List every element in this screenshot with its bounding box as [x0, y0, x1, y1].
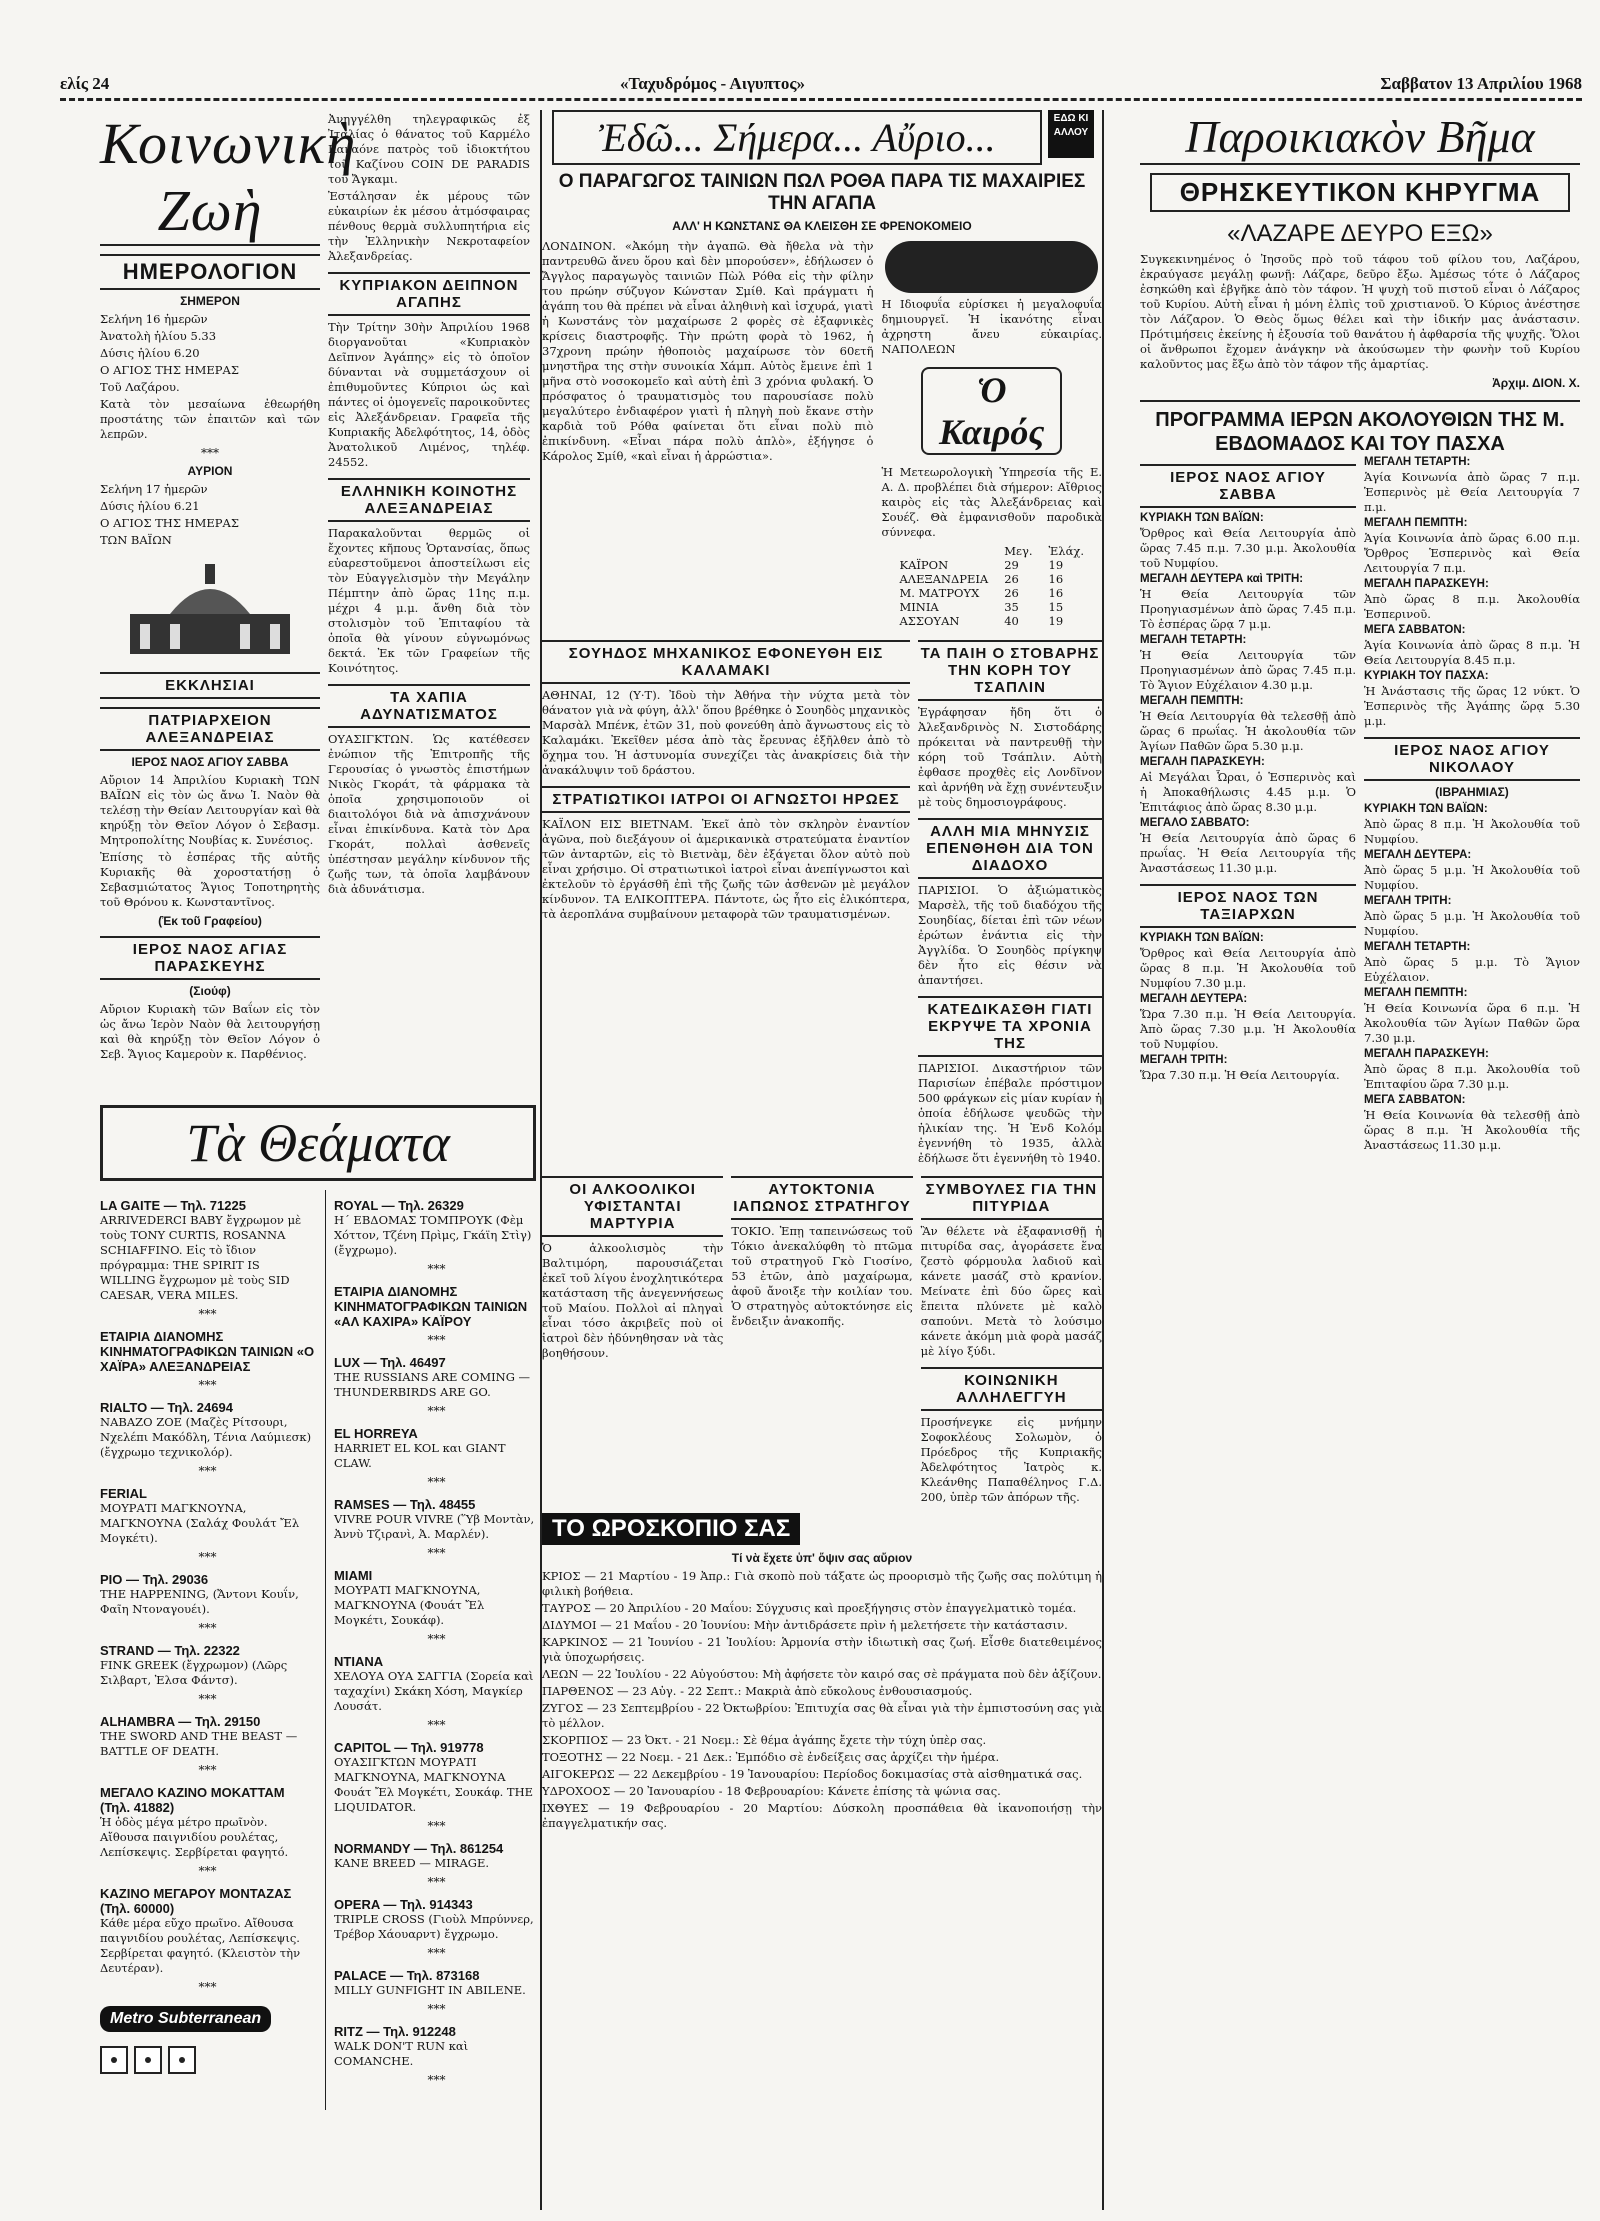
die-icon	[168, 2046, 196, 2074]
dandruff-headline: ΣΥΜΒΟΥΛΕΣ ΓΙΑ ΤΗΝ ΠΙΤΥΡΙΔΑ	[921, 1176, 1102, 1220]
cinema-film: Ἡ ὁδὸς μέγα μέτρο πρωῖνὸν. Αἴθουσα παιγνιδίου ρουλέτας, Λεπίσκεψις. Σερβίρεται φαγητό.	[100, 1815, 289, 1859]
service-text: Ἀπὸ ὥρας 5 μ.μ. Ἡ Ἀκολουθία τοῦ Νυμφίου.	[1364, 863, 1580, 892]
today-line: Ἀνατολὴ ἡλίου 5.33	[100, 329, 217, 343]
community-title: Παροικιακὸν Βῆμα	[1140, 110, 1580, 165]
separator: ***	[427, 1262, 446, 1276]
sabbas-text: Αὔριον 14 Ἀπριλίου Κυριακὴ ΤΩΝ ΒΑΪΩΝ εἰς τὸν ὡς ἄνω Ἱ. Ναὸν θὰ τελέσῃ τὴν Θείαν Λειτουργίαν καὶ θὰ κηρύξῃ τὸν Θεῖον Λόγον ὁ Σεβασμ. Μητροπολίτης Νουβίας κ. Συνέσιος.	[100, 773, 320, 847]
age-text: ΠΑΡΙΣΙΟΙ. Δικαστήριον τῶν Παρισίων ἐπέβαλε πρόστιμον 500 φράγκων εἰς μίαν κυρίαν ἡ ὁποία ἐδήλωσε ψευδῶς τὴν ἡλικίαν της. Ἡ Ἐνδ Κολόμ ἐγεννήθη τὸ 1935, ἀλλὰ ἐδήλωσε ὅτι ἐγεννήθη τὸ 1940.	[918, 1061, 1102, 1165]
service-day: ΜΕΓΑΛΗ ΤΕΤΑΡΤΗ:	[1364, 456, 1471, 468]
cyprus-heading: ΚΥΠΡΙΑΚΟΝ ΔΕΙΠΝΟΝ ΑΓΑΠΗΣ	[328, 272, 530, 316]
cinema-name: ΜΙΑΜΙ	[334, 1568, 373, 1583]
separator: ***	[427, 2073, 446, 2087]
patriarchate-heading: ΠΑΤΡΙΑΡΧΕΙΟΝ ΑΛΕΞΑΝΔΡΕΙΑΣ	[100, 707, 320, 751]
separator: ***	[427, 1819, 446, 1833]
cinema-name: ΝΤΙΑΝΑ	[334, 1654, 384, 1669]
alcohol-text: Ὁ ἀλκοολισμὸς τὴν Βαλτιμόρη, παρουσιάζεται ἐκεῖ τοῦ λίγου ἐνοχλητικότερα κατάσταση τῆς ἀνεγεννήσεως τοῦ Μαίου. Πολλοὶ αἱ πληγαὶ εἶναι τόσο ἀκριβεῖς ποὺ οἱ ἰατροὶ δὲν ἠδύνηθησαν νὰ τὰς βοηθήσουν.	[542, 1241, 724, 1360]
cinema-film: ΝΑΒΑΖΟ ΖΟΕ (Μαζὲς Ρίτσουρι, Νχελέπι Μακόδλη, Τένια Λαύμιεσκ) (ἔγχρωμο τεχνικολόρ).	[100, 1415, 312, 1459]
cinema-name: CAPITOL — Τηλ. 919778	[334, 1740, 484, 1755]
swede-text: ΑΘΗΝΑΙ, 12 (Υ·Τ). Ἰδοὺ τὴν Ἀθήνα τὴν νύχτα μετὰ τὸν θάνατον γιὰ νὰ φύγη, ἀλλ' ὅπου βρέθηκε ὁ Σουηδὸς μηχανικὸς Μαρσὰλ Μπένκ, ἐτῶν 31, ποὺ φονεύθη ἀπὸ ἄγνωστους εἰς τὸ Καλαμάκι. Ἐκεῖθεν μέσα ἀπὸ τὰς ἔρευνας ἐξῆλθεν ἀπὸ τὸ ὄχημα του. Ἡ ἀστυνομία συνεχίζει τὰς ἀνακρίσεις διὰ τὴν ἀνακάλυψιν τοῦ δράστου.	[542, 688, 910, 777]
temperature-table	[891, 544, 1092, 628]
cinema-name: FERIAL	[100, 1486, 147, 1501]
doctors-headline: ΣΤΡΑΤΙΩΤΙΚΟΙ ΙΑΤΡΟΙ ΟΙ ΑΓΝΩΣΤΟΙ ΗΡΩΕΣ	[542, 786, 910, 813]
temp-city: Μ. ΜΑΤΡΟΥΧ	[899, 586, 980, 600]
notices-column	[328, 110, 530, 1150]
cinema-name: LA GAITE — Τηλ. 71225	[100, 1198, 246, 1213]
cinema-name: OPERA — Τηλ. 914343	[334, 1897, 473, 1912]
solidarity-text: Προσήνεγκε εἰς μνήμην Σοφοκλέους Σολωμὸν, ὁ Πρόεδρος τῆς Κυπριακῆς Ἀδελφότητος Ἰατρὸς κ. Κλεάνθης Παπαθέληνος Γ.Δ. 200, ὑπὲρ τῶν ἀπόρων τῆς.	[920, 1415, 1102, 1504]
chaplin-headline: ΤΑ ΠΑΙΗ Ο ΣΤΟΒΑΡΗΣ ΤΗΝ ΚΟΡΗ ΤΟΥ ΤΣΑΠΛΙΝ	[918, 640, 1102, 701]
temp-value: 26	[1004, 572, 1019, 586]
service-day: ΜΕΓΑΛΗ ΤΡΙΤΗ:	[1364, 895, 1452, 907]
cinema-film: MILLY GUNFIGHT IN ABILENE.	[334, 1983, 526, 1997]
horoscope-sign: ΔΙΔΥΜΟΙ — 21 Μαΐου - 20 Ἰουνίου: Μὴν ἀντιδράσετε πρὶν ἡ μελετήσετε τὴν κατάστασιν.	[542, 1618, 1068, 1632]
service-text: Ἡ Θεία Λειτουργία ἀπὸ ὥρας 6 πρωΐας. Ἡ Θεία Λειτουργία τῆς Ἀναστάσεως 11.30 μ.μ.	[1140, 831, 1356, 875]
cinema-film: ΧΕΛΟΥΑ ΟΥΑ ΣΑΓΓΙΑ (Σορεία καὶ ταχαχίνι) Σκάκη Χόση, Μαγκίερ Λουσάτ.	[334, 1669, 534, 1713]
service-text: Ὥρα 7.30 π.μ. Ἡ Θεία Λειτουργία.	[1140, 1068, 1340, 1082]
service-day: ΜΕΓΑΛΗ ΤΡΙΤΗ:	[1140, 1054, 1228, 1066]
sermon-signature: Ἀρχιμ. ΔΙΟΝ. Χ.	[1492, 376, 1580, 390]
cinema-name: LUX — Τηλ. 46497	[334, 1355, 446, 1370]
temp-value: 15	[1048, 600, 1064, 614]
separator: ***	[198, 1550, 217, 1564]
doctors-text: ΚΑΪΛΟΝ ΕΙΣ ΒΙΕΤΝΑΜ. Ἐκεῖ ἀπὸ τὸν σκληρὸν ἐναντίον ἀγῶνα, ποὺ διεξάγουν οἱ ἀμερικανικὰ στρατεύματα ἐναντίον τῶν ἀνταρτῶν, εἰς τὸ Βιετνὰμ, δὲν ἐξάγεται ὅλον αὐτὸ ποὺ εἶναι χρήσιμο. Οἱ στρατιωτικοὶ ἰατροὶ εἶναι ἀνεπίγνωστοι καὶ ἐκτελοῦν τὸ ἐργάσθῆ ἐπὶ τῆς ζωῆς τῶν ἀσθενῶν μὲ μεγάλον κίνδυνον. ΤΑ ΕΛΙΚΟΠΤΕΡΑ. Πάντοτε, ὡς ἦτο εἰς ἐλικόπτερα, τὰ ἀεροπλάνα συμβαίνουν μεταφορὰ τῶν τραυματισμένων.	[542, 817, 910, 921]
sabbas-heading: ΙΕΡΟΣ ΝΑΟΣ ΑΓΙΟΥ ΣΑΒΒΑ	[131, 755, 289, 769]
service-day: ΜΕΓΑΛΗ ΠΑΡΑΣΚΕΥΗ:	[1364, 578, 1489, 590]
temp-header-max: Μεγ.	[1004, 544, 1033, 558]
temp-city: ΜΙΝΙΑ	[899, 600, 939, 614]
temp-value: 40	[1004, 614, 1019, 628]
cinema-name: ΡΙΟ — Τηλ. 29036	[100, 1572, 209, 1587]
temp-row	[891, 586, 1092, 600]
tomorrow-list	[100, 482, 320, 548]
community-column	[1140, 110, 1580, 2210]
service-text: Ἀπὸ ὥρας 8 π.μ. Ἡ Ἀκολουθία τοῦ Νυμφίου.	[1364, 817, 1580, 846]
tomorrow-line: ΤΩΝ ΒΑΪΩΝ	[100, 533, 172, 547]
separator: ***	[427, 1946, 446, 1960]
horoscope-sign: ΥΔΡΟΧΟΟΣ — 20 Ἰανουαρίου - 18 Φεβρουαρίου: Κάνετε ἐπίσης τὰ ψώνια σας.	[542, 1784, 1001, 1798]
service-text: Ἀπὸ ὥρας 8 π.μ. Ἀκολουθία Ἑσπερινοῦ.	[1364, 592, 1580, 621]
horoscope-sign: ΤΟΞΟΤΗΣ — 22 Νοεμ. - 21 Δεκ.: Ἐμπόδιο σὲ ἐνδείξεις σας ἀρχίζει τὴν ἡμέρα.	[542, 1750, 1000, 1764]
service-text: Ἀπὸ ὥρας 5 μ.μ. Ἡ Ἀκολουθία τοῦ Νυμφίου.	[1364, 909, 1580, 938]
service-day: ΜΕΓΑΛΗ ΠΑΡΑΣΚΕΥΗ:	[1364, 1048, 1489, 1060]
cinema-name: ALHAMBRA — Τηλ. 29150	[100, 1714, 261, 1729]
today-text: Κατὰ τὸν μεσαίωνα ἐθεωρήθη προστάτης τῶν ἐπαιτῶν καὶ τῶν λεπρῶν.	[100, 397, 320, 441]
temp-city: ΑΛΕΞΑΝΔΡΕΙΑ	[899, 572, 989, 586]
sabbas-text-2: Ἐπίσης τὸ ἑσπέρας τῆς αὐτῆς Κυριακῆς θὰ χοροστατήσῃ ὁ Σεβασμιώτατος Ἅγιος Τοποτηρητὴς τοῦ Θρόνου κ. Κωνσταντῖνος.	[100, 850, 320, 909]
cinema-film: Η΄ ΕΒΔΟΜΑΣ ΤΟΜΠΡΟΥΚ (Φὲμ Χόττον, Τζένη Πρὶμς, Γκάϊη Στὶγ) (ἔγχρωμο).	[334, 1213, 532, 1257]
diet-pills-text: ΟΥΑΣΙΓΚΤΩΝ. Ὡς κατέθεσεν ἐνώπιον τῆς Ἐπιτροπῆς τῆς Γερουσίας ὁ γνωστὸς ἐπιστήμων Νικὸς Γκοράτ, τὰ φάρμακα τὰ ὁποῖα χρησιμοποιοῦν οἱ διαιτολόγοι διὰ νὰ ἀπισχνάνουν εἶναι ἐπικίνδυνα. Κατὰ τὸν Δρα Γκοράτ, πολλαὶ ἀσθενεῖς ὑπέστησαν μεγάλην κίνδυνον τῆς ζωῆς των, τὰ ὁποῖα λαμβάνουν διὰ ἀδυνάτισμα.	[328, 732, 530, 896]
swede-split	[542, 632, 1102, 1168]
today-line: Τοῦ Λαζάρου.	[100, 380, 180, 394]
masthead	[60, 72, 1582, 101]
cinema-name: PALACE — Τηλ. 873168	[334, 1968, 480, 1983]
service-text: Αἱ Μεγάλαι Ὧραι, ὁ Ἑσπερινὸς καὶ ἡ Ἀποκαθήλωσις 4.45 μ.μ. Ὁ Ἐπιτάφιος ἀπὸ ὥρας 8.30 μ.μ.	[1140, 770, 1356, 814]
service-text: Ὄρθρος καὶ Θεία Λειτουργία ἀπὸ ὥρας 7.45 π.μ. 7.30 μ.μ. Ἀκολουθία τοῦ Νυμφίου.	[1140, 526, 1356, 570]
sabbas-services	[1140, 512, 1356, 876]
alcohol-split	[542, 1168, 1102, 1507]
die-icon	[100, 2046, 128, 2074]
today-label: ΣΗΜΕΡΟΝ	[180, 294, 240, 308]
cinema-film: TRIPLE CROSS (Γιοὺλ Μπρύννερ, Τρέβορ Χάουαρντ) ἔγχρωμο.	[334, 1912, 534, 1941]
cinema-list-right	[325, 1190, 539, 2110]
service-text: Ἡ Ἀνάστασις τῆς ὥρας 12 νύκτ. Ὁ Ἑσπερινὸς τῆς Ἀγάπης ὥρᾳ 5.30 μ.μ.	[1364, 684, 1580, 728]
separator: ***	[198, 1763, 217, 1777]
nikolaos-services	[1364, 803, 1580, 1153]
heir-text: ΠΑΡΙΣΙΟΙ. Ὁ ἀξιώματικὸς Μαρσὲλ, τῆς τοῦ διαδόχου τῆς Σουηδίας, δίεται ἐπὶ τῶν νέων ἐρώτων ἐνάντια εἰς τὴν Ἀγγλίδα. Ὁ Σουηδὸς πρίγκηψ δὲν ἦτο εἰς θέσιν νὰ ἀπαντήσει.	[918, 883, 1102, 987]
heir-headline: ΑΛΛΗ ΜΙΑ ΜΗΝΥΣΙΣ ΕΠΕΝΘΗΘΗ ΔΙΑ ΤΟΝ ΔΙΑΔΟΧΟ	[918, 818, 1102, 879]
cinema-name: NORMANDY — Τηλ. 861254	[334, 1841, 504, 1856]
cinema-film: ΜΟΥΡΑΤΙ ΜΑΓΚΝΟΥΝΑ, ΜΑΓΚΝΟΥΝΑ (Σαλάχ Φουλάτ Ἔλ Μογκέτι).	[100, 1501, 300, 1545]
koinotis-heading: ΕΛΛΗΝΙΚΗ ΚΟΙΝΟΤΗΣ ΑΛΕΞΑΝΔΡΕΙΑΣ	[328, 478, 530, 522]
dice-icons	[100, 2046, 315, 2074]
cinema-entries-right	[334, 1198, 539, 2087]
horoscope-sign: ΛΕΩΝ — 22 Ἰουλίου - 22 Αὐγούστου: Μὴ ἀφήσετε τὸν καιρό σας σὲ πράγματα ποὺ δὲν ἀξίζουν.	[542, 1667, 1102, 1681]
cinema-name: ROYAL — Τηλ. 26329	[334, 1198, 464, 1213]
sabbas-services-heading: ΙΕΡΟΣ ΝΑΟΣ ΑΓΙΟΥ ΣΑΒΒΑ	[1140, 464, 1356, 508]
service-day: ΚΥΡΙΑΚΗ ΤΟΥ ΠΑΣΧΑ:	[1364, 670, 1489, 682]
service-day: ΜΕΓΑΛΟ ΣΑΒΒΑΤΟ:	[1140, 817, 1250, 829]
temp-row	[891, 558, 1092, 572]
service-text: Ἀπὸ ὥρας 8 π.μ. Ἀκολουθία τοῦ Ἐπιταφίου ὥρα 7.30 μ.μ.	[1364, 1062, 1580, 1091]
separator: ***	[427, 1475, 446, 1489]
social-life-column	[100, 110, 357, 1100]
service-day: ΜΕΓΑΛΗ ΠΕΜΠΤΗ:	[1364, 987, 1468, 999]
service-text: Ἁγία Κοινωνία ἀπὸ ὥρας 6.00 π.μ. Ὄρθρος Ἑσπερινὸς καὶ Θεία Λειτουργία 7 π.μ.	[1364, 531, 1580, 575]
horoscope-sign: ΚΡΙΟΣ — 21 Μαρτίου - 19 Ἀπρ.: Γιὰ σκοπὸ ποὺ τάξατε ὡς προορισμὸ τῆς ζωῆς σας πολύτιμη ἡ φιλικὴ βοήθεια.	[542, 1569, 1102, 1598]
separator: ***	[198, 1864, 217, 1878]
rotha-headline: Ο ΠΑΡΑΓΩΓΟΣ ΤΑΙΝΙΩΝ ΠΩΛ ΡΟΘΑ ΠΑΡΑ ΤΙΣ ΜΑΧΑΙΡΙΕΣ ΤΗΝ ΑΓΑΠΑ	[558, 171, 1086, 214]
cinema-entries-left	[100, 1198, 315, 1994]
separator: ***	[198, 1621, 217, 1635]
service-text: Ἡ Θεία Λειτουργία τῶν Προηγιασμένων ἀπὸ ὥρας 7.45 π.μ. Τὸ ἑσπέρας ὥρᾳ 7 μ.μ.	[1140, 587, 1356, 631]
service-text: Ὄρθρος καὶ Θεία Λειτουργία ἀπὸ ὥρας 8 π.μ. Ἡ Ἀκολουθία τοῦ Νυμφίου 7.30 μ.μ.	[1140, 946, 1356, 990]
service-text: Ἡ Θεία Κοινωνία ὥρα 6 π.μ. Ἡ Ἀκολουθία τῶν Ἁγίων Παθῶν ὥρα 7.30 μ.μ.	[1364, 1001, 1580, 1045]
suicide-text: ΤΟΚΙΟ. Ἑπῃ ταπεινώσεως τοῦ Τόκιο ἀνεκαλύφθη τὸ πτῶμα τοῦ στρατηγοῦ Γκὸ Γιοσίνο, 53 ἐτῶν, ἀπὸ μαχαίρωμα, ἀφοῦ ἄνοιξε τὴν κοιλίαν του. Ὁ στρατηγὸς αὐτοκτόνησε εἰς ἔνδειξιν ἀνακοπῆς.	[731, 1224, 913, 1328]
horoscope-sub: Τί νὰ ἔχετε ὑπ' ὄψιν σας αὔριον	[731, 1551, 913, 1565]
service-text: Ἁγία Κοινωνία ἀπὸ ὥρας 7 π.μ. Ἑσπερινὸς μὲ Θεία Λειτουργία 7 π.μ.	[1364, 470, 1580, 514]
tomorrow-line: Ο ΑΓΙΟΣ ΤΗΣ ΗΜΕΡΑΣ	[100, 516, 239, 530]
service-text: Ἡ Θεία Λειτουργία τῶν Προηγιασμένων ἀπὸ ὥρας 7.45 π.μ. Τὸ Ἅγιον Εὐχέλαιον 4.30 μ.μ.	[1140, 648, 1356, 692]
cinema-name: EL HORREYA	[334, 1426, 418, 1441]
paraskevi-text: Αὔριον Κυριακὴ τῶν Βαΐων εἰς τὸν ὡς ἄνω Ἱερὸν Ναὸν θὰ λειτουργήσῃ καὶ θὰ κηρύξῃ τὸν Θεῖον Λόγον ὁ Σεβ. Ἅγιος Καμεροὺν κ. Παρθένιος.	[100, 1002, 320, 1061]
taxiarch-services	[1140, 932, 1356, 1083]
separator: ***	[427, 1333, 446, 1347]
today-line: Δύσις ἡλίου 6.20	[100, 346, 200, 360]
temp-value: 19	[1048, 558, 1064, 572]
cyprus-text: Τὴν Τρίτην 30ὴν Ἀπριλίου 1968 διοργανοῦται «Κυπριακὸν Δεῖπνον Ἀγάπης» εἰς τὸ ὁποῖον δύνανται νὰ συμμετάσχουν οἱ ἐπιθυμοῦντες Κύπριοι ὡς καὶ πάντες οἱ ὁμογενεῖς παροικοῦντες εἰς Ἀλεξάνδρειαν. Γραφεῖα τῆς Κυπριακῆς Ἀδελφότητος, 14, ὁδὸς Ἀνατολικοῦ Λιμένος, τηλέφ. 24552.	[328, 320, 530, 469]
service-day: ΚΥΡΙΑΚΗ ΤΩΝ ΒΑΪΩΝ:	[1364, 803, 1488, 815]
church-icon	[110, 554, 310, 664]
horoscope-sign: ΑΙΓΟΚΕΡΩΣ — 22 Δεκεμβρίου - 19 Ἰανουαρίου: Περίοδος δοκιμασίας στὰ αἰσθηματικά σας.	[542, 1767, 1083, 1781]
cinema-film: THE SWORD AND THE BEAST — BATTLE OF DEATH.	[100, 1729, 298, 1758]
cinema-film: ΟΥΑΣΙΓΚΤΩΝ ΜΟΥΡΑΤΙ ΜΑΓΚΝΟΥΝΑ, ΜΑΓΚΝΟΥΝΑ Φουάτ Ἔλ Μογκέτι, Σουκάφ. THE LIQUIDATOR.	[334, 1755, 534, 1814]
rotha-subheadline: ΑΛΛ' Η ΚΩΝΣΤΑΝΣ ΘΑ ΚΛΕΙΣΘΗ ΣΕ ΦΡΕΝΟΚΟΜΕΙΟ	[672, 219, 972, 233]
separator: ***	[427, 1404, 446, 1418]
horoscope-sign: ΣΚΟΡΠΙΟΣ — 23 Ὀκτ. - 21 Νοεμ.: Σὲ θέμα ἀγάπης ἔχετε τὴν τύχη ὑπὲρ σας.	[542, 1733, 987, 1747]
temp-value: 26	[1004, 586, 1019, 600]
separator: ***	[427, 1546, 446, 1560]
separator: ***	[198, 1692, 217, 1706]
cinema-name: ΕΤΑΙΡΙΑ ΔΙΑΝΟΜΗΣ ΚΙΝΗΜΑΤΟΓΡΑΦΙΚΩΝ ΤΑΙΝΙΩΝ «ΑΛ ΚΑΧΙΡΑ» ΚΑΪΡΟΥ	[334, 1284, 528, 1329]
temp-row	[891, 572, 1092, 586]
service-day: ΜΕΓΑΛΗ ΤΕΤΑΡΤΗ:	[1364, 941, 1471, 953]
horoscope-sign: ΤΑΥΡΟΣ — 20 Ἀπριλίου - 20 Μαΐου: Σύγχυσις καὶ προεξήγησις στὸν ἐπαγγελματικὸ τομέα.	[542, 1601, 1077, 1615]
service-day: ΜΕΓΑ ΣΑΒΒΑΤΟΝ:	[1364, 624, 1466, 636]
separator: ***	[427, 2002, 446, 2016]
horoscope-sign: ΚΑΡΚΙΝΟΣ — 21 Ἰουνίου - 21 Ἰουλίου: Ἁρμονία στὴν ἰδιωτικὴ σας ζωή. Εἶσθε διατεθειμένος γιὰ ὑποχωρήσεις.	[542, 1635, 1102, 1664]
separator: ***	[201, 446, 219, 460]
sermon-title: «ΛΑΖΑΡΕ ΔΕΥΡΟ ΕΞΩ»	[1227, 220, 1493, 247]
paraskevi-sub: (Σιούφ)	[189, 984, 231, 998]
rotha-text: ΛΟΝΔΙΝΟΝ. «Ἀκόμη τὴν ἀγαπῶ. Θὰ ἤθελα νὰ τὴν παντρευθῶ ἄνευ ὅρου καὶ δὲν μπορούσεν», ἐδήλωσεν ὁ Ἄγγλος παραγωγὸς ταινιῶν Πὼλ Ρόθα εἰς τὴν φίλην του πρώην σύζυγον Κώνσταν Σμίθ. Καὶ πράγματι ἡ ἀγάπη του θὰ πρέπει νὰ εἶναι ἀληθινὴ καὶ ἰσχυρά, γιατὶ ἡ Κωνστάνς τὸν μαχαίρωσε 2 φορὲς σὲ ἐξαφνικὲς κρίσεις διαστροφῆς. Τὴν πρώτη φορὰ τὸ 1962, ἡ 37χρονη πρώην ἠθοποιὸς μαχαίρωσε τὸν 60ετῆ μνηστῆρα της στὴν συνοικία Χάμπ. Αὐτὸς ἔμεινε ἐπὶ 1 μῆνα στὸ νοσοκομεῖο καὶ αὐτὴ ἐπὶ 3 χρόνια φυλακή. Ὁ πρόσφατος ὁ τραυματισμὸς του παρουσίασε πολὺ μεγαλύτερο ἐνδιαφέρον γιατὶ ἡ πληγὴ ποὺ ἔκανε στὴν καρδιὰ τοῦ Ρόθα φαίνεται ὅτι εἶναι πολὺ πιὸ ἐπικίνδυνη. «Εἶναι πάρα πολὺ ἁπλὸ», ἐξήγησε ὁ Κάρολος Σμίθ, «καὶ εἶναι ἡ ἀρρώστια».	[542, 239, 874, 463]
cinema-name: RIALTO — Τηλ. 24694	[100, 1400, 233, 1415]
taxiarch-heading: ΙΕΡΟΣ ΝΑΟΣ ΤΩΝ ΤΑΞΙΑΡΧΩΝ	[1140, 884, 1356, 928]
separator: ***	[198, 1307, 217, 1321]
service-day: ΜΕΓΑΛΗ ΔΕΥΤΕΡΑ:	[1140, 993, 1248, 1005]
sermon-heading: ΘΡΗΣΚΕΥΤΙΚΟΝ ΚΗΡΥΓΜΑ	[1150, 173, 1570, 212]
cinema-name: ΜΕΓΑΛΟ ΚΑΖΙΝΟ ΜΟΚΑΤΤΑΜ (Τηλ. 41882)	[100, 1785, 285, 1815]
temp-value: 16	[1048, 572, 1064, 586]
service-text: Ἡ Θεία Λειτουργία θὰ τελεσθῇ ἀπὸ ὥρας 6 πρωΐας. Ἡ ἀκολουθία τῶν Ἁγίων Παθῶν ὥρα 5.30 μ.μ.	[1140, 709, 1356, 753]
service-text: Ἁγία Κοινωνία ἀπὸ ὥρας 8 π.μ. Ἡ Θεία Λειτουργία 8.45 π.μ.	[1364, 638, 1580, 667]
service-text: Ἀπὸ ὥρας 5 μ.μ. Τὸ Ἅγιον Εὐχέλαιον.	[1364, 955, 1580, 984]
chaplin-text: Ἐγράφησαν ἤδη ὅτι ὁ Ἀλεξανδρινὸς Ν. Σιστοδάρης πρόκειται νὰ παντρευθῇ τὴν κόρη τοῦ Τσάπλιν. Αὐτὴ ἐφθασε προχθὲς εἰς Λονδῖνον καὶ ἀρνήθη νὰ ἔχῃ συνέντευξιν μὲ τοὺς δημοσιογράφους.	[918, 705, 1102, 809]
separator: ***	[427, 1875, 446, 1889]
service-day: ΜΕΓΑΛΗ ΤΕΤΑΡΤΗ:	[1140, 634, 1247, 646]
temp-value: 29	[1004, 558, 1019, 572]
cinema-film: HARRIET EL KOL και GIANT CLAW.	[334, 1441, 506, 1470]
sermon-text: Συγκεκινημένος ὁ Ἰησοῦς πρὸ τοῦ τάφου τοῦ φίλου του, Λαζάρου, ἐκραύγασε μεγάλῃ φωνῇ: Λάζαρε, δεῦρο ἔξω. Ἀμέσως τότε ὁ Λάζαρος ἐσηκώθη καὶ ἐβγῆκε ἀπὸ τὸν τάφον. Ἡ ψυχὴ τοῦ πιστοῦ εἶναι ὁ Λάζαρος τοῦ Κυρίου. Αὐτὴ εἶναι ἡ μόνη ἐλπὶς τοῦ χριστιανοῦ. Ὁ Κύριος ἀνέστησε τὸν Λάζαρον. Ὁ Θεὸς ὅμως θέλει καὶ τὴν ἰδικήν μας ἀνάστασιν. Πρότιμήσεις ἐκείνης ἡ ἐξουσία τοῦ θανάτου ἡ ἀφθαρσία τῆς ψυχῆς. Ὅλοι οἱ ἄνθρωποι ἔχομεν ἀνάγκην νὰ ἀκούσωμεν τὴν φωνὴν τοῦ Κυρίου καλοῦντος μας ἔξω ἀπὸ τὸν τάφον τῆς ἁμαρτίας.	[1140, 252, 1580, 371]
temp-value: 16	[1048, 586, 1064, 600]
cinema-name: STRAND — Τηλ. 22322	[100, 1643, 240, 1658]
nikolaos-sub: (ΙΒΡΑΗΜΙΑΣ)	[1435, 785, 1509, 799]
koinotis-text: Παρακαλοῦνται θερμῶς οἱ ἔχοντες κῆπους Ὁρτανσίας, ὅπως εὐαρεστοῦμενοι ἀποστείλωσι εἰς τὸν Εὐαγγελισμὸν τὴν Μεγάλην Πέμπτην ἀπὸ ὥρας 11ης π.μ. μέχρι 4 μ.μ. ἄνθη διὰ τὸν στολισμὸν τοῦ Ἐπιταφίου τὰ ὁποῖα θὰ γίνουν εὐγνωμόνως δεκτά. Ἐκ τῶν Γραφείων τῆς Κοινότητος.	[328, 526, 530, 675]
temp-row	[891, 600, 1092, 614]
horoscope-sign: ΖΥΓΟΣ — 23 Σεπτεμβρίου - 22 Ὀκτωβρίου: Ἐπιτυχία σας θὰ εἶναι γιὰ τὴν ἐμπιστοσύνη σας γιὰ τὸ μέλλον.	[542, 1701, 1102, 1730]
cinema-film: ARRIVEDERCI BABY ἔγχρωμον μὲ τοὺς TONY CURTIS, ROSANNA SCHIAFFINO. Εἰς τὸ ἴδιον πρόγραμμα: THE SPIRIT IS WILLING ἔγχρωμον μὲ τοὺς SID CAESAR, VERA MILES.	[100, 1213, 302, 1302]
service-day: ΜΕΓΑΛΗ ΔΕΥΤΕΡΑ καὶ ΤΡΙΤΗ:	[1140, 573, 1304, 585]
service-day: ΜΕΓΑΛΗ ΔΕΥΤΕΡΑ:	[1364, 849, 1472, 861]
sabbas-services-right	[1364, 456, 1580, 729]
nikolaos-heading: ΙΕΡΟΣ ΝΑΟΣ ΑΓΙΟΥ ΝΙΚΟΛΑΟΥ	[1364, 737, 1580, 781]
temp-city: ΑΣΣΟΥΑΝ	[899, 614, 960, 628]
temp-value: 19	[1048, 614, 1064, 628]
tomorrow-line: Δύσις ἡλίου 6.21	[100, 499, 200, 513]
age-headline: ΚΑΤΕΔΙΚΑΣΘΗ ΓΙΑΤΙ ΕΚΡΥΨΕ ΤΑ ΧΡΟΝΙΑ ΤΗΣ	[918, 996, 1102, 1057]
weather-text: Ἡ Μετεωρολογικὴ Ὑπηρεσία τῆς Ε. Α. Δ. προβλέπει διὰ σήμερον: Αἴθριος καιρὸς εἰς τὰς Ἀλεξάνδρειας καὶ Σουέζ. Θὰ ἐμφανισθοῦν παροδικὰ σύννεφα.	[881, 465, 1102, 539]
horoscope-list	[542, 1569, 1102, 1831]
cinema-list-left	[100, 1190, 315, 2110]
cinema-name: RITZ — Τηλ. 912248	[334, 2024, 456, 2039]
horoscope-sign: ΠΑΡΘΕΝΟΣ — 23 Αὐγ. - 22 Σεπτ.: Μακριὰ ἀπὸ εὔκολους ἐνθουσιασμούς.	[542, 1684, 973, 1698]
cinema-film: ΜΟΥΡΑΤΙ ΜΑΓΚΝΟΥΝΑ, ΜΑΓΚΝΟΥΝΑ (Φουάτ Ἔλ Μογκέτι, Σουκάφ).	[334, 1583, 485, 1627]
source-note: (Ἐκ τοῦ Γραφείου)	[158, 914, 262, 928]
tomorrow-line: Σελήνη 17 ἡμερῶν	[100, 482, 208, 496]
horoscope-sign: ΙΧΘΥΕΣ — 19 Φεβρουαρίου - 20 Μαρτίου: Δύσκολη προσπάθεια θὰ ἱκανοποιήσῃ τὴν ἐπαγγελματικήν σας.	[542, 1801, 1102, 1830]
services-split	[1140, 456, 1580, 1155]
service-day: ΜΕΓΑ ΣΑΒΒΑΤΟΝ:	[1364, 1094, 1466, 1106]
paraskevi-heading: ΙΕΡΟΣ ΝΑΟΣ ΑΓΙΑΣ ΠΑΡΑΣΚΕΥΗΣ	[100, 936, 320, 980]
paper-name: «Ταχυδρόμος - Αιγυπτος»	[620, 74, 806, 93]
separator: ***	[427, 1718, 446, 1732]
cinema-banner: Τὰ Θεάματα	[100, 1105, 536, 1181]
today-line: Σελήνη 16 ἡμερῶν	[100, 312, 208, 326]
churches-heading: ΕΚΚΛΗΣΙΑΙ	[100, 672, 320, 699]
cinema-name: ΚΑΖΙΝΟ ΜΕΓΑΡΟΥ ΜΟΝΤΑΖΑΣ (Τηλ. 60000)	[100, 1886, 292, 1916]
today-line: Ο ΑΓΙΟΣ ΤΗΣ ΗΜΕΡΑΣ	[100, 363, 239, 377]
temp-city: ΚΑΪΡΟΝ	[899, 558, 949, 572]
temp-header-min: Ἐλάχ.	[1048, 544, 1084, 558]
service-day: ΚΥΡΙΑΚΗ ΤΩΝ ΒΑΪΩΝ:	[1140, 512, 1264, 524]
edo-badge: ΕΔΩ ΚΙ ΑΛΛΟΥ	[1048, 110, 1094, 158]
obituary-text-2: Ἐστάλησαν ἐκ μέρους τῶν εὐκαιρίων ἐκ μέσου ἀτμόσφαιρας πένθους θερμὰ συλλυπητήρια εἰς τὴν Ἐλληνικὴν Νεκροταφείον Ἀλεξανδρείας.	[328, 189, 530, 263]
service-day: ΚΥΡΙΑΚΗ ΤΩΝ ΒΑΪΩΝ:	[1140, 932, 1264, 944]
section-title: Κοινωνικὴ Ζωὴ	[100, 110, 320, 246]
temp-row	[891, 614, 1092, 628]
alcohol-headline: ΟΙ ΑΛΚΟΟΛΙΚΟΙ ΥΦΙΣΤΑΝΤΑΙ ΜΑΡΤΥΡΙΑ	[542, 1176, 723, 1237]
tomorrow-label: ΑΥΡΙΟΝ	[187, 464, 233, 478]
separator: ***	[198, 1980, 217, 1994]
cinema-film: THE HAPPENING, (Ἄντονι Κουΐν, Φαῖη Ντοναγουέι).	[100, 1587, 299, 1616]
cinema-film: FINK GREEK (ἔγχρωμον) (Λῶρς Σιλβαρτ, Ἐλσα Φάντσ).	[100, 1658, 288, 1687]
service-text: Ὥρα 7.30 π.μ. Ἡ Θεία Λειτουργία. Ἀπὸ ὥρας 7.30 μ.μ. Ἡ Ἀκολουθία τοῦ Νυμφίου.	[1140, 1007, 1356, 1051]
separator: ***	[198, 1378, 217, 1392]
cinema-name: RAMSES — Τηλ. 48455	[334, 1497, 476, 1512]
die-icon	[134, 2046, 162, 2074]
dandruff-text: Ἂν θέλετε νὰ ἐξαφανισθῇ ἡ πιτυρίδα σας, ἀγοράσετε ἕνα ζεστὸ φόρμουλα λαδιοῦ καὶ κάνετε μασάζ στὸ κρανίον. Μείνατε ἐπὶ δύο ὥρες καὶ ἔπειτα πλύνετε μὲ καλὸ σαπούνι. Μετὰ τὸ λούσιμο κάνετε ἀκόμη μιὰ φορὰ μασάζ μὲ λίγο ξύδι.	[920, 1224, 1102, 1358]
metro-logo: Metro Subterranean	[100, 2006, 271, 2032]
diet-pills-heading: ΤΑ ΧΑΠΙΑ ΑΔΥΝΑΤΙΣΜΑΤΟΣ	[328, 684, 530, 728]
swede-headline: ΣΟΥΗΔΟΣ ΜΗΧΑΝΙΚΟΣ ΕΦΟΝΕΥΘΗ ΕΙΣ ΚΑΛΑΜΑΚΙ	[542, 640, 910, 684]
rotha-split	[542, 237, 1102, 632]
cinema-film: WALK DON'T RUN καὶ COMANCHE.	[334, 2039, 469, 2068]
obituary-text: Ἀνηγγέλθη τηλεγραφικῶς ἐξ Ἰταλίας ὁ θάνατος τοῦ Καρμέλο Καναόνε πατρὸς τοῦ ἰδιοκτήτου τοῦ Καζίνου COIN DE PARADIS τοῦ Ἄγκαμι.	[328, 112, 530, 186]
temp-value: 35	[1004, 600, 1019, 614]
napoleon-quote: Η Ιδιοφυΐα εὑρίσκει ἡ μεγαλοφυΐα δημιουργεῖ. Ἡ ἱκανότης εἶναι ἀχρηστη ἄνευ εὐκαιρίας. ΝΑΠΟΛΕΩΝ	[881, 297, 1102, 356]
suicide-headline: ΑΥΤΟΚΤΟΝΙΑ ΙΑΠΩΝΟΣ ΣΤΡΑΤΗΓΟΥ	[731, 1176, 912, 1220]
weather-heading: Ὁ Καιρός	[921, 367, 1062, 455]
service-text: Ἡ Θεία Κοινωνία θὰ τελεσθῇ ἀπὸ ὥρας 8 π.μ. Ἡ Ἀκολουθία τῆς Ἀναστάσεως 11.30 μ.μ.	[1364, 1108, 1580, 1152]
separator: ***	[198, 1464, 217, 1478]
calendar-heading: ΗΜΕΡΟΛΟΓΙΟΝ	[100, 254, 320, 290]
cinema-film: THE RUSSIANS ARE COMING — THUNDERBIRDS ARE GO.	[334, 1370, 531, 1399]
cinema-name: ΕΤΑΙΡΙΑ ΔΙΑΝΟΜΗΣ ΚΙΝΗΜΑΤΟΓΡΑΦΙΚΩΝ ΤΑΙΝΙΩΝ «Ο ΧΑΪΡΑ» ΑΛΕΞΑΝΔΡΕΙΑΣ	[100, 1329, 315, 1374]
services-heading: ΠΡΟΓΡΑΜΜΑ ΙΕΡΩΝ ΑΚΟΛΟΥΘΙΩΝ ΤΗΣ Μ. ΕΒΔΟΜΑΔΟΣ ΚΑΙ ΤΟΥ ΠΑΣΧΑ	[1140, 400, 1580, 456]
service-day: ΜΕΓΑΛΗ ΠΕΜΠΤΗ:	[1364, 517, 1468, 529]
illustration-icon	[885, 241, 1098, 293]
cinema-film: VIVRE POUR VIVRE (Ὕβ Μοντὰν, Ἀννὺ Τζιρανὶ, Ἀ. Μαρλέν).	[334, 1512, 535, 1541]
issue-date: Σαββατον 13 Απριλίου 1968	[1380, 74, 1582, 93]
cinema-film: Κάθε μέρα εὔχο πρωῖνο. Αἴθουσα παιγνιδίου ρουλέτας, Λεπίσκεψις. Σερβίρεται φαγητό. (Κλειστὸν τὴν Δευτέραν).	[100, 1916, 301, 1975]
news-title: Ἐδῶ... Σήμερα... Αὔριο...	[552, 110, 1042, 165]
page-number: ελίς 24	[60, 74, 110, 93]
solidarity-headline: ΚΟΙΝΩΝΙΚΗ ΑΛΛΗΛΕΓΓΥΗ	[921, 1367, 1102, 1411]
news-column	[540, 110, 1104, 2210]
service-day: ΜΕΓΑΛΗ ΠΑΡΑΣΚΕΥΗ:	[1140, 756, 1265, 768]
separator: ***	[427, 1632, 446, 1646]
service-day: ΜΕΓΑΛΗ ΠΕΜΠΤΗ:	[1140, 695, 1244, 707]
today-list	[100, 312, 320, 395]
temp-header-city	[891, 544, 996, 558]
horoscope-heading: ΤΟ ΩΡΟΣΚΟΠΙΟ ΣΑΣ	[542, 1513, 800, 1545]
cinema-film: KANE BREED — MIRAGE.	[334, 1856, 489, 1870]
